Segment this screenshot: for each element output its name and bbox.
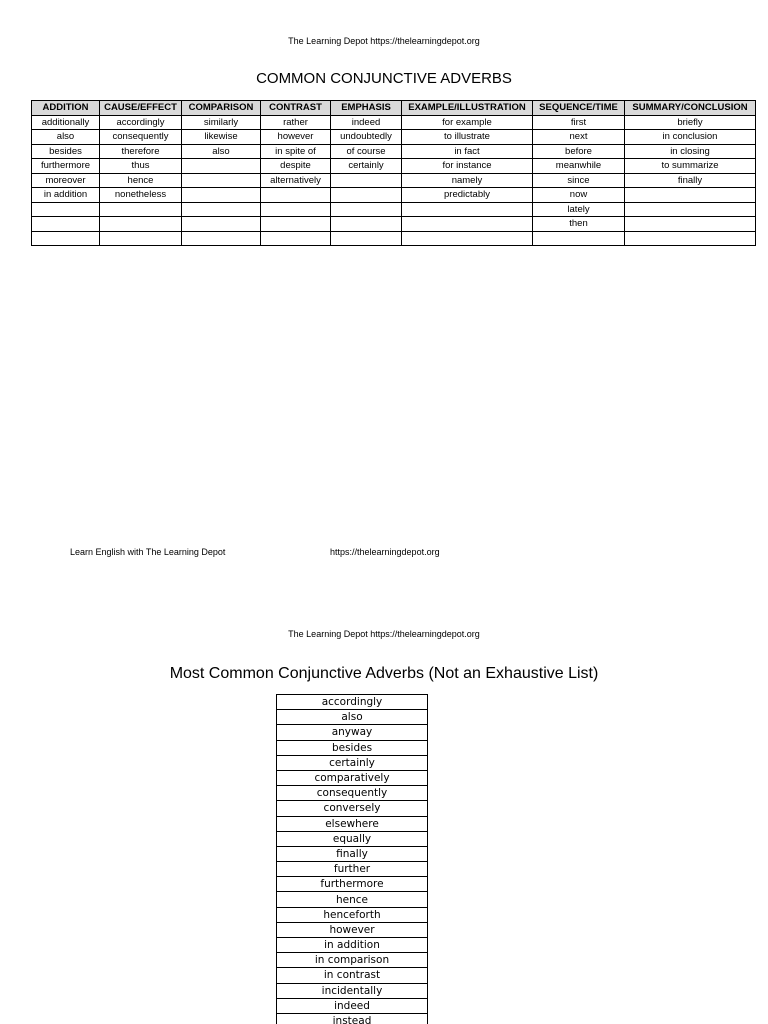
table-cell — [331, 173, 402, 188]
list-row — [277, 922, 428, 937]
list-row — [277, 770, 428, 785]
table-cell: in fact — [402, 144, 533, 159]
table-cell: indeed — [331, 115, 402, 130]
table-cell — [182, 188, 261, 203]
table-cell: namely — [402, 173, 533, 188]
list-item: in addition — [277, 938, 428, 953]
column-header: CAUSE/EFFECT — [100, 101, 182, 116]
list-item: anyway — [277, 725, 428, 740]
table-cell: before — [533, 144, 625, 159]
table-cell: to illustrate — [402, 130, 533, 145]
table-cell — [625, 202, 756, 217]
table-cell: to summarize — [625, 159, 756, 174]
table-cell — [32, 217, 100, 232]
list-row — [277, 710, 428, 725]
list-item: besides — [277, 740, 428, 755]
table-cell: certainly — [331, 159, 402, 174]
footer-url: https://thelearningdepot.org — [330, 547, 440, 557]
list-row — [277, 831, 428, 846]
table-cell — [402, 202, 533, 217]
list-row — [277, 938, 428, 953]
page-title: COMMON CONJUNCTIVE ADVERBS — [256, 70, 512, 87]
table-cell — [625, 188, 756, 203]
list-row — [277, 816, 428, 831]
list-row — [277, 801, 428, 816]
table-cell: nonetheless — [100, 188, 182, 203]
table-cell: hence — [100, 173, 182, 188]
table-cell — [625, 231, 756, 246]
table-cell — [331, 217, 402, 232]
table-cell: in addition — [32, 188, 100, 203]
column-header: EMPHASIS — [331, 101, 402, 116]
table-cell: however — [261, 130, 331, 145]
table-cell — [182, 217, 261, 232]
conjunctive-adverbs-table — [31, 100, 756, 246]
table-row — [32, 159, 756, 174]
table-cell — [331, 202, 402, 217]
list-item: also — [277, 710, 428, 725]
adverb-list-table — [276, 694, 428, 1024]
table-cell: rather — [261, 115, 331, 130]
list-item: consequently — [277, 786, 428, 801]
table-cell: since — [533, 173, 625, 188]
table-cell — [32, 202, 100, 217]
page-header: The Learning Depot https://thelearningdepot.org — [288, 36, 480, 46]
table-row — [32, 188, 756, 203]
table-cell: thus — [100, 159, 182, 174]
table-cell — [402, 217, 533, 232]
table-cell: finally — [625, 173, 756, 188]
list-row — [277, 968, 428, 983]
table-cell: next — [533, 130, 625, 145]
list-item: comparatively — [277, 770, 428, 785]
list-item: in contrast — [277, 968, 428, 983]
table-cell: in spite of — [261, 144, 331, 159]
table-cell: first — [533, 115, 625, 130]
table-cell: accordingly — [100, 115, 182, 130]
table-cell: meanwhile — [533, 159, 625, 174]
table-cell — [533, 231, 625, 246]
list-item: accordingly — [277, 695, 428, 710]
list-row — [277, 1013, 428, 1024]
table-cell: therefore — [100, 144, 182, 159]
table-cell — [182, 202, 261, 217]
list-item: furthermore — [277, 877, 428, 892]
table-row — [32, 130, 756, 145]
list-item: henceforth — [277, 907, 428, 922]
table-cell — [100, 231, 182, 246]
list-row — [277, 877, 428, 892]
table-cell: lately — [533, 202, 625, 217]
table-row — [32, 217, 756, 232]
table-cell — [261, 202, 331, 217]
list-row — [277, 983, 428, 998]
table-cell — [261, 231, 331, 246]
table-cell: despite — [261, 159, 331, 174]
list-row — [277, 998, 428, 1013]
list-row — [277, 695, 428, 710]
column-header: CONTRAST — [261, 101, 331, 116]
table-cell: similarly — [182, 115, 261, 130]
list-title: Most Common Conjunctive Adverbs (Not an Exhaustive List) — [169, 665, 599, 682]
table-cell — [261, 188, 331, 203]
table-cell — [261, 217, 331, 232]
list-row — [277, 862, 428, 877]
table-cell: briefly — [625, 115, 756, 130]
table-cell — [32, 231, 100, 246]
list-row — [277, 953, 428, 968]
table-cell: also — [182, 144, 261, 159]
column-header: COMPARISON — [182, 101, 261, 116]
table-cell — [182, 159, 261, 174]
column-header: EXAMPLE/ILLUSTRATION — [402, 101, 533, 116]
table-row — [32, 202, 756, 217]
table-cell: likewise — [182, 130, 261, 145]
list-item: indeed — [277, 998, 428, 1013]
list-row — [277, 892, 428, 907]
list-item: certainly — [277, 755, 428, 770]
table-cell — [182, 173, 261, 188]
table-cell: also — [32, 130, 100, 145]
column-header: ADDITION — [32, 101, 100, 116]
list-row — [277, 907, 428, 922]
table-cell: in closing — [625, 144, 756, 159]
table-cell: for example — [402, 115, 533, 130]
table-cell — [331, 231, 402, 246]
table-cell: moreover — [32, 173, 100, 188]
list-item: finally — [277, 846, 428, 861]
list-item: in comparison — [277, 953, 428, 968]
table-row — [32, 231, 756, 246]
column-header: SUMMARY/CONCLUSION — [625, 101, 756, 116]
table-cell: for instance — [402, 159, 533, 174]
list-row — [277, 786, 428, 801]
table-row — [32, 173, 756, 188]
footer-left: Learn English with The Learning Depot — [70, 547, 226, 557]
table-cell: of course — [331, 144, 402, 159]
table-row — [32, 115, 756, 130]
table-cell: now — [533, 188, 625, 203]
table-header-row — [32, 101, 756, 116]
table-cell: in conclusion — [625, 130, 756, 145]
table-cell — [331, 188, 402, 203]
list-item: elsewhere — [277, 816, 428, 831]
list-item: however — [277, 922, 428, 937]
table-cell: besides — [32, 144, 100, 159]
table-cell: alternatively — [261, 173, 331, 188]
table-cell — [100, 217, 182, 232]
table-cell: consequently — [100, 130, 182, 145]
list-item: equally — [277, 831, 428, 846]
list-item: instead — [277, 1013, 428, 1024]
table-cell — [625, 217, 756, 232]
table-cell: furthermore — [32, 159, 100, 174]
list-item: incidentally — [277, 983, 428, 998]
table-cell: undoubtedly — [331, 130, 402, 145]
list-row — [277, 725, 428, 740]
table-cell: predictably — [402, 188, 533, 203]
list-row — [277, 755, 428, 770]
table-cell — [182, 231, 261, 246]
list-item: conversely — [277, 801, 428, 816]
table-cell: then — [533, 217, 625, 232]
page-header: The Learning Depot https://thelearningdepot.org — [288, 629, 480, 639]
list-row — [277, 740, 428, 755]
list-item: hence — [277, 892, 428, 907]
table-cell — [402, 231, 533, 246]
list-item: further — [277, 862, 428, 877]
table-row — [32, 144, 756, 159]
list-row — [277, 846, 428, 861]
table-cell — [100, 202, 182, 217]
table-cell: additionally — [32, 115, 100, 130]
column-header: SEQUENCE/TIME — [533, 101, 625, 116]
